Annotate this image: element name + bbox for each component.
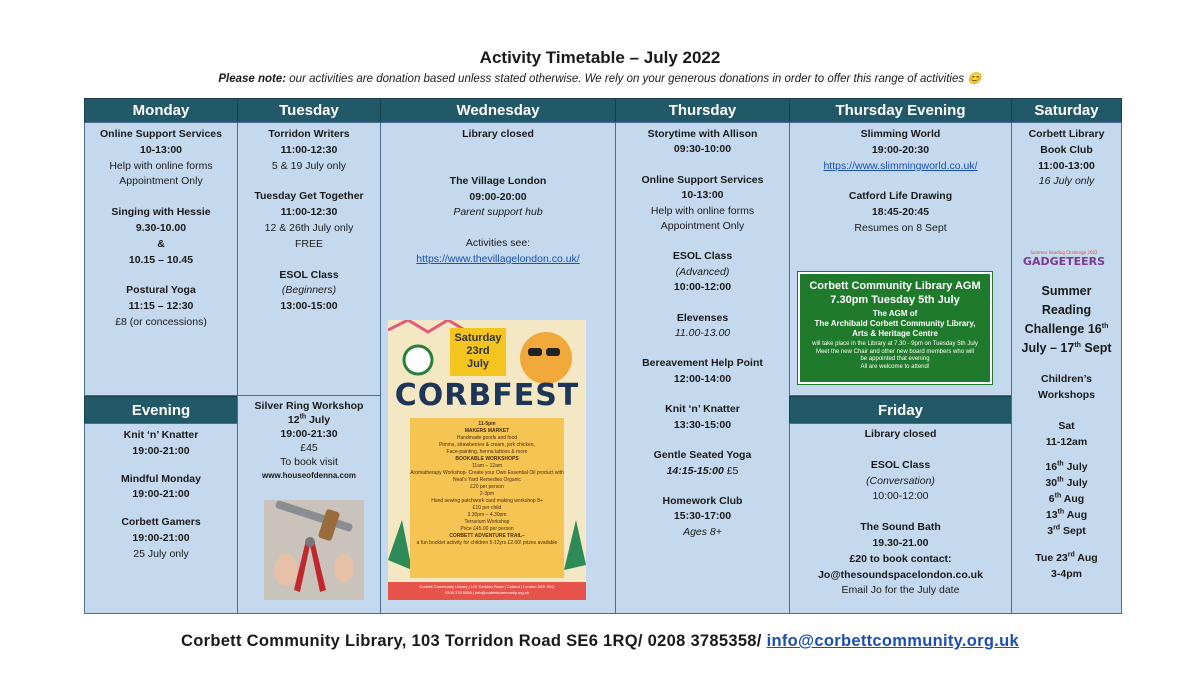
childrens-workshops-2: Workshops (1038, 388, 1095, 401)
sun-icon (520, 332, 572, 384)
gadgeteers-logo: Summer Reading Challenge 2022 GADGETEERS (1022, 250, 1106, 268)
thursday-yoga: Gentle Seated Yoga (653, 449, 752, 462)
agm-datetime: 7.30pm Tuesday 5th July (830, 294, 960, 306)
monday-cell (84, 122, 238, 396)
header-tuesday: Tuesday (237, 98, 381, 123)
friday-esol-time: 10:00-12:00 (872, 490, 929, 503)
silver-ring-workshop: Silver Ring Workshop (254, 400, 364, 412)
tuesday-writers: Torridon Writers (268, 128, 350, 140)
thursday-elevenses-time: 11.00-13.00 (674, 327, 731, 340)
slimming-world-time: 19:00-20:30 (871, 143, 930, 156)
saturday-cell (1011, 122, 1122, 614)
monday-singing-time1: 9.30-10.00 (135, 221, 187, 234)
poster-date: Saturday 23rd July (450, 328, 506, 376)
thursday-homework-ages: Ages 8+ (683, 525, 722, 538)
saturday-book-club-2: Book Club (1040, 143, 1093, 156)
slimming-world-link[interactable]: https://www.slimmingworld.co.uk/ (823, 159, 978, 172)
monday-online-support-desc: Help with online forms (109, 159, 213, 172)
thursday-elevenses: Elevenses (676, 311, 729, 324)
header-thursday-evening: Thursday Evening (789, 98, 1012, 123)
note-text: our activities are donation based unless stated otherwise. We rely on your generous donations in order to offer this range of activities 😊 (286, 73, 982, 85)
tuesday-get-together: Tuesday Get Together (254, 190, 364, 203)
friday-sound-bath-note: Email Jo for the July date (841, 584, 960, 597)
wednesday-village: The Village London (449, 174, 547, 187)
agm-title: Corbett Community Library AGM (809, 280, 981, 292)
jewellery-tools-photo (264, 500, 364, 600)
footer-address: Corbett Community Library, 103 Torridon Road SE6 1RQ/ 0208 3785358/ (181, 632, 767, 650)
monday-singing-and: & (157, 237, 165, 250)
wednesday-closed: Library closed (462, 128, 534, 140)
thursday-esol-level: (Advanced) (675, 265, 730, 278)
evening-cell (84, 423, 238, 614)
summer-reading-challenge: Summer Reading Challenge 16th July – 17th Sept (1021, 284, 1112, 356)
tuesday-cell (237, 122, 381, 396)
evening-gamers-time: 19:00-21:00 (132, 531, 190, 544)
tuesday-get-together-price: FREE (294, 237, 323, 250)
extra-workshop-date: Tue 23rd Aug (1035, 551, 1098, 565)
saturday-book-club-note: 16 July only (1038, 175, 1095, 188)
thursday-online-support-time: 10-13:00 (681, 189, 724, 202)
thursday-knit-time: 13:30-15:00 (673, 418, 732, 431)
thursday-esol: ESOL Class (672, 250, 733, 263)
header-wednesday: Wednesday (380, 98, 616, 123)
thursday-online-support-desc: Help with online forms (650, 204, 755, 217)
logo-icon (404, 346, 432, 374)
monday-online-support-time: 10-13:00 (139, 143, 183, 156)
donation-note (0, 71, 1200, 85)
friday-sound-bath-time: 19.30-21.00 (872, 536, 929, 549)
note-label: Please note: (218, 73, 287, 85)
corbfest-poster (388, 320, 586, 600)
evening-gamers-note: 25 July only (133, 547, 189, 560)
thursday-yoga-time: 14:15-15:00 £5 (666, 464, 739, 477)
thursday-storytime-time: 09:30-10:00 (673, 143, 732, 156)
thursday-esol-time: 10:00-12:00 (673, 281, 732, 294)
agm-notice: Corbett Community Library AGM 7.30pm Tuesday 5th July The AGM of The Archibald Corbett Community Library, Arts & Heritage Centre will take place in the Library at 7.30 - 9pm on Tuesday 5th July Meet the new Chair and other new board members who will be appointed that evening All are welcome to attend! (798, 272, 992, 384)
monday-singing-time2: 10.15 – 10.45 (128, 253, 194, 266)
wednesday-activities-see: Activities see: (465, 237, 531, 250)
poster-details: 11-5pm MAKERS MARKET Handmade goods and food Pimms, strawberries & cream, jerk chicken, Face-painting, henna tattoos & more BOOKABLE WORKSHOPS 11am – 12am Aromatherapy Workshop- Create your Own Essential Oil product with Neal's Yard Remedies Organic £20 per person 2-3pm Hand sewing patchwork card making workshop 8+ £10 per child 3.30pm – 4.30pm Terrarium Workshop Price £45.00 per person CORBETT ADVENTURE TRAIL– a fun booklet activity for children 5-12yrs £2.00! prizes available (410, 418, 564, 578)
monday-online-support-appt: Appointment Only (119, 175, 203, 188)
friday-cell (789, 423, 1012, 614)
friday-sound-bath-email[interactable]: Jo@thesoundspacelondon.co.uk (818, 568, 983, 581)
page-title: Activity Timetable – July 2022 (479, 48, 721, 67)
evening-knit: Knit ‘n’ Knatter (123, 429, 199, 441)
silver-ring-website[interactable]: www.houseofdenna.com (262, 471, 356, 480)
evening-knit-time: 19:00-21:00 (132, 444, 190, 457)
monday-yoga-time: 11:15 – 12:30 (128, 300, 194, 313)
poster-title: CORBFEST (394, 378, 580, 413)
thursday-online-support-appt: Appointment Only (660, 220, 745, 233)
saturday-book-club-time: 11:00-13:00 (1038, 159, 1095, 172)
tuesday-get-together-time: 11:00-12:30 (280, 206, 338, 219)
tuesday-get-together-dates: 12 & 26th July only (264, 221, 354, 234)
evening-gamers: Corbett Gamers (121, 516, 201, 529)
childrens-workshops: Children’s (1041, 373, 1092, 386)
catford-life-drawing-time: 18:45-20:45 (871, 206, 930, 219)
friday-sound-bath: The Sound Bath (860, 521, 941, 534)
tuesday-writers-time: 11:00-12:30 (280, 143, 338, 156)
tuesday-esol-time: 13:00-15:00 (280, 300, 338, 313)
wednesday-village-time: 09:00-20:00 (469, 190, 527, 203)
slimming-world: Slimming World (860, 128, 941, 140)
header-monday: Monday (84, 98, 238, 123)
silver-ring-date: 12th July (287, 413, 331, 426)
header-evening: Evening (84, 396, 238, 424)
friday-esol: ESOL Class (870, 458, 931, 471)
workshops-time: 11-12am (1045, 435, 1088, 448)
friday-closed: Library closed (864, 428, 937, 440)
silver-ring-price: £45 (300, 442, 318, 454)
header-saturday: Saturday (1011, 98, 1122, 123)
workshop-dates: 16th July 30th July 6th Aug 13th Aug 3rd Sept (1045, 460, 1088, 537)
monday-yoga-price: £8 (or concessions) (115, 315, 207, 328)
pliers-hammer-icon (264, 500, 364, 600)
extra-workshop-time: 3-4pm (1051, 568, 1082, 581)
silver-ring-book: To book visit (280, 456, 338, 468)
thursday-knit: Knit ‘n’ Knatter (665, 403, 740, 416)
tuesday-writers-dates: 5 & 19 July only (271, 159, 347, 172)
friday-sound-bath-price: £20 to book contact: (849, 552, 952, 565)
evening-mindful: Mindful Monday (121, 472, 201, 485)
tuesday-esol: ESOL Class (279, 268, 339, 281)
monday-singing: Singing with Hessie (111, 206, 211, 219)
tuesday-esol-level: (Beginners) (281, 284, 337, 297)
wednesday-village-desc: Parent support hub (453, 206, 543, 219)
poster-footer: Corbett Community Library | 103 Torridon Road | Catford | London SE6 1RQ 0208 378 5358 | info@corbettcommunity.org.uk (388, 582, 586, 600)
footer-contact (0, 632, 1200, 651)
thursday-homework-time: 15:30-17:00 (673, 510, 732, 523)
friday-esol-level: (Conversation) (866, 474, 935, 487)
footer-email-link[interactable]: info@corbettcommunity.org.uk (766, 632, 1019, 650)
thursday-storytime: Storytime with Allison (647, 128, 758, 140)
thursday-homework: Homework Club (662, 494, 743, 507)
thursday-bereavement-time: 12:00-14:00 (673, 372, 732, 385)
monday-yoga: Postural Yoga (126, 284, 196, 297)
thursday-online-support: Online Support Services (641, 173, 764, 186)
workshops-day: Sat (1058, 419, 1075, 432)
header-friday: Friday (789, 396, 1012, 424)
village-london-link[interactable]: https://www.thevillagelondon.co.uk/ (416, 252, 580, 265)
silver-ring-time: 19:00-21:30 (280, 428, 338, 440)
header-thursday: Thursday (615, 98, 790, 123)
thursday-bereavement: Bereavement Help Point (642, 357, 763, 370)
evening-mindful-time: 19:00-21:00 (132, 488, 190, 501)
saturday-book-club: Corbett Library (1028, 128, 1105, 140)
thursday-cell (615, 122, 790, 614)
catford-life-drawing: Catford Life Drawing (848, 190, 953, 203)
monday-online-support: Online Support Services (100, 128, 222, 140)
catford-life-drawing-note: Resumes on 8 Sept (854, 221, 947, 234)
